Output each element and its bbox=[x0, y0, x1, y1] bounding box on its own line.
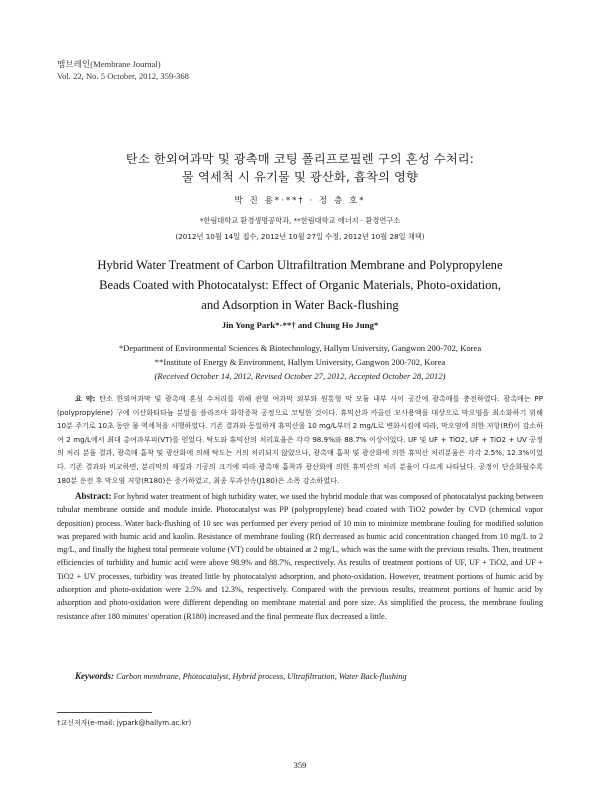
english-title-line-1: Hybrid Water Treatment of Carbon Ultrafiltration Membrane and Polypropylene bbox=[97, 258, 503, 272]
korean-abstract bbox=[57, 392, 543, 487]
keywords-label: Keywords: bbox=[75, 671, 114, 681]
footnote-divider bbox=[57, 712, 152, 713]
english-affiliation-1: *Department of Environmental Sciences & Biotechnology, Hallym University, Gangwon 200-702, Korea bbox=[118, 343, 482, 353]
english-affiliation-2: **Institute of Energy & Environment, Hallym University, Gangwon 200-702, Korea bbox=[154, 357, 446, 367]
korean-abstract-text: 탄소 한외여과막 및 광촉매 혼성 수처리를 위해 관형 여과막 외부와 원통형 막 모듈 내부 사이 공간에 광촉매를 충전하였다. 광촉매는 PP (polypropylene) 구에 이산화티타늄 분말을 플라즈마 화학증착 공정으로 코팅한 것이다. 휴믹산과 카올린 모사용액을 대상으로 막오염을 최소화하기 위해 10분 주기로 10초 동안 물 역세척을 시행하였다. 기존 결과와 동일하게 휴믹산을 10 mg/L부터 2 mg/L로 변화시킴에 따라, 막오염에 의한 저항(Rf)이 감소하여 2 mg/L에서 최대 총여과부피(VT)를 얻었다. 탁도와 휴믹산의 처리효율은 각각 98.9%와 88.7% 이상이었다. UF 및 UF + TiO2, UF + TiO2 + UV 공정의 처리 분율 결과, 광촉매 흡착 및 광산화에 의해 탁도는 거의 처리되지 않았으나, 광촉매 흡착 및 광산화에 의한 휴믹산 처리분율은 각각 2.5%, 12.3%이었다. 기존 결과와 비교하면, 분리막의 재질과 기공의 크기에 따라 광촉매 흡착과 광산화에 의한 휴믹산의 처리 분율이 다르게 나타났다. 공정이 단순화될수록 180분 운전 후 막오염 저항(R180)은 증가하였고, 최종 투과선속(J180)은 소폭 감소하였다. bbox=[57, 394, 544, 485]
english-abstract bbox=[57, 490, 543, 623]
journal-name: 멤브레인(Membrane Journal) bbox=[57, 59, 161, 69]
page-number: 359 bbox=[293, 760, 307, 770]
english-title-line-2: Beads Coated with Photocatalyst: Effect of Organic Materials, Photo-oxidation, bbox=[99, 278, 501, 292]
english-abstract-label: Abstract: bbox=[75, 491, 112, 501]
english-title-line-3: and Adsorption in Water Back-flushing bbox=[201, 298, 399, 312]
keywords bbox=[57, 671, 543, 681]
korean-dates: (2012년 10월 14일 접수, 2012년 10월 27일 수정, 2012년 10월 28일 채택) bbox=[175, 232, 425, 241]
korean-title-line-2: 물 역세척 시 유기물 및 광산화, 흡착의 영향 bbox=[181, 170, 419, 184]
english-authors: Jin Yong Park*·**† and Chung Ho Jung* bbox=[221, 320, 379, 330]
korean-title-line-1: 탄소 한외여과막 및 광촉매 코팅 폴리프로필렌 구의 혼성 수처리: bbox=[125, 152, 475, 166]
korean-affiliation: *한림대학교 환경생명공학과, **한림대학교 에너지 · 환경연구소 bbox=[199, 216, 401, 225]
keywords-text: Carbon membrane, Photocatalyst, Hybrid process, Ultrafiltration, Water Back-flushing bbox=[116, 672, 407, 681]
corresponding-author-footnote: †교신저자(e-mail: jypark@hallym.ac.kr) bbox=[57, 719, 192, 727]
korean-abstract-label: 요 약: bbox=[75, 394, 96, 403]
journal-volume: Vol. 22, No. 5 October, 2012, 359-368 bbox=[57, 71, 189, 81]
english-abstract-text: For hybrid water treatment of high turbidity water, we used the hybrid module that was composed of photocatalyst packing between tubular membrane outside and module inside. Photocatalyst was PP (polypropylene) bead coated with TiO2 powder by CVD (chemical vapor deposition) process. Water back-flushing of 10 sec was performed per every period of 10 min to minimize membrane fouling for modified solution was prepared with humic acid and kaolin. Resistance of membrane fouling (Rf) decreased as humic acid concentration changed from 10 mg/L to 2 mg/L, and finally the highest total permeate volume (VT) could be obtained at 2 mg/L, which was the same with the previous results. Then, treatment efficiencies of turbidity and humic acid were above 98.9% and 88.7%, respectively. As results of treatment portions of UF, UF + TiO2, and UF + TiO2 + UV processes, turbidity was treated little by photocatalyst adsorption, and photo-oxidation. However, treatment portions of humic acid by adsorption and photo-oxidation were 2.5% and 12.3%, respectively. Compared with the previous results, treatment portions of humic acid by adsorption and photo-oxidation were different depending on membrane material and pore size. As simplified the process, the membrane fouling resistance after 180 minutes' operation (R180) increased and the final permeate flux decreased a little. bbox=[57, 492, 543, 621]
english-dates: (Received October 14, 2012, Revised October 27, 2012, Accepted October 28, 2012) bbox=[154, 371, 446, 381]
korean-authors: 박 진 용*·**† · 정 층 호* bbox=[234, 196, 366, 206]
